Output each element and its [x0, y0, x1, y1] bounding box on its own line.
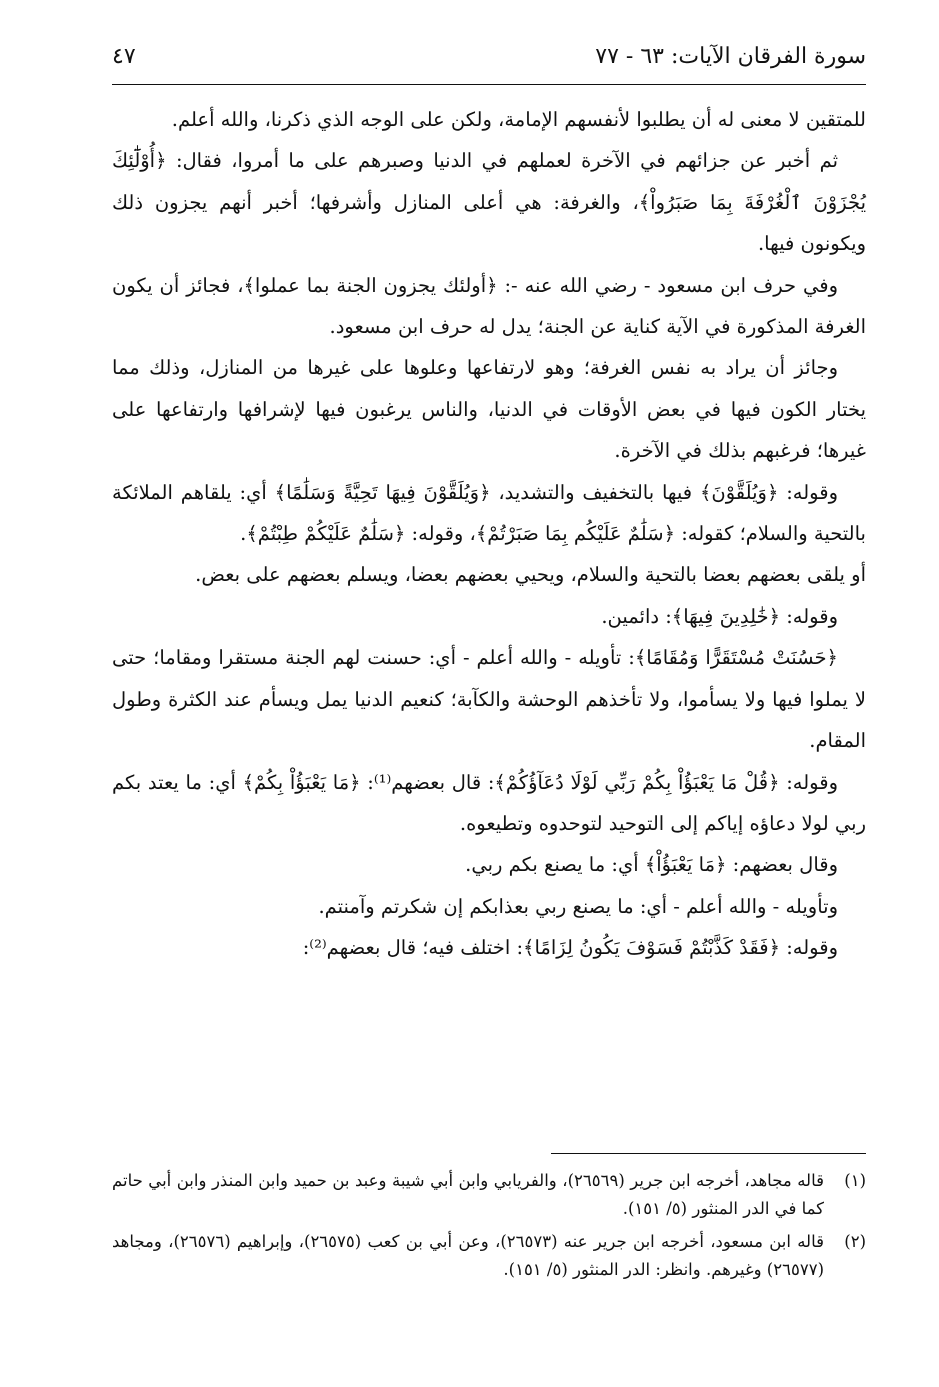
paragraph: وقال بعضهم: ﴿مَا يَعْبَؤُاْ﴾ أي: ما يصنع بكم ربي. — [465, 853, 838, 877]
paragraph: وقوله: ﴿وَيُلَقَّوْنَ﴾ فيها بالتخفيف والتشديد، ﴿وَيُلَقَّوْنَ فِيهَا تَحِيَّةً وَسَلَٰمًا﴾ أي: يلقاهم الملائكة بالتحية والسلام؛ كقوله: ﴿سَلَٰمٌ عَلَيْكُم بِمَا صَبَرْتُمْ﴾، وقوله: ﴿سَلَٰمٌ عَلَيْكُمْ طِبْتُمْ﴾. — [112, 480, 866, 546]
footnote-item — [112, 1167, 866, 1223]
paragraph-continuation: للمتقين لا معنى له أن يطلبوا لأنفسهم الإمامة، ولكن على الوجه الذي ذكرنا، والله أعلم. — [171, 108, 866, 131]
footnote-text: قاله ابن مسعود، أخرجه ابن جرير عنه (٢٦٥٧٣)، وعن أبي بن كعب (٢٦٥٧٥)، وإبراهيم (٢٦٥٧٦)، ومجاهد (٢٦٥٧٧) وغيرهم. وانظر: الدر المنثور (٥/ ١٥١). — [112, 1232, 825, 1279]
footnote-number: (١) — [844, 1171, 866, 1190]
paragraph: وقوله: ﴿خَٰلِدِينَ فِيهَا﴾: دائمين. — [601, 604, 838, 628]
running-header — [112, 38, 866, 84]
paragraph: وقوله: ﴿قُلْ مَا يَعْبَؤُاْ بِكُمْ رَبِّي لَوْلَا دُعَآؤُكُمْ﴾: قال بعضهم⁽¹⁾: ﴿مَا يَعْبَؤُاْ بِكُمْ﴾ أي: ما يعتد بكم ربي لولا دعاؤه إياكم إلى التوحيد لتوحدوه وتطيعوه. — [112, 770, 866, 835]
header-title: سورة الفرقان الآيات: ٦٣ - ٧٧ — [595, 44, 866, 69]
footnote-number: (٢) — [844, 1232, 866, 1251]
paragraph: وتأويله - والله أعلم - أي: ما يصنع ربي بعذابكم إن شكرتم وآمنتم. — [318, 894, 838, 918]
paragraph: أو يلقى بعضهم بعضا بالتحية والسلام، ويحيي بعضهم بعضا، ويسلم بعضهم على بعض. — [195, 563, 866, 587]
paragraph: وقوله: ﴿فَقَدْ كَذَّبْتُمْ فَسَوْفَ يَكُونُ لِزَامًا﴾: اختلف فيه؛ قال بعضهم⁽²⁾: — [302, 936, 838, 960]
footnote-item — [112, 1228, 866, 1284]
footnotes — [112, 1167, 866, 1289]
paragraph: ثم أخبر عن جزائهم في الآخرة لعملهم في الدنيا وصبرهم على ما أمروا، فقال: ﴿أُوْلَٰٓئِكَ يُجْزَوْنَ ٱلْغُرْفَةَ بِمَا صَبَرُواْ﴾، والغرفة: هي أعلى المنازل وأشرفها؛ أخبر أنهم يجزون ذلك ويكونون فيها. — [112, 149, 866, 256]
paragraph: وفي حرف ابن مسعود - رضي الله عنه -: ﴿أولئك يجزون الجنة بما عملوا﴾، فجائز أن يكون الغرفة المذكورة في الآية كناية عن الجنة؛ يدل له حرف ابن مسعود. — [112, 273, 866, 339]
footnote-divider — [551, 1153, 866, 1154]
main-text — [112, 99, 866, 969]
footnote-text: قاله مجاهد، أخرجه ابن جرير (٢٦٥٦٩)، والفريابي وابن أبي شيبة وعبد بن حميد وابن المنذر وابن أبي حاتم كما في الدر المنثور (٥/ ١٥١). — [112, 1171, 824, 1218]
paragraph: وجائز أن يراد به نفس الغرفة؛ وهو لارتفاعها وعلوها على غيرها من المنازل، وذلك مما يختار الكون فيها في بعض الأوقات في الدنيا، والناس يرغبون فيها لإشرافها وارتفاعها على غيرها؛ فرغبهم بذلك في الآخرة. — [112, 356, 866, 463]
header-divider — [112, 84, 866, 85]
paragraph: ﴿حَسُنَتْ مُسْتَقَرًّا وَمُقَامًا﴾: تأويله - والله أعلم - أي: حسنت لهم الجنة مستقرا ومقاما؛ حتى لا يملوا فيها ولا يسأموا، ولا تأخذهم الوحشة والكآبة؛ كنعيم الدنيا يمل ويسأم عند الكثرة وطول المقام. — [112, 646, 866, 753]
page-number: ٤٧ — [112, 44, 136, 69]
